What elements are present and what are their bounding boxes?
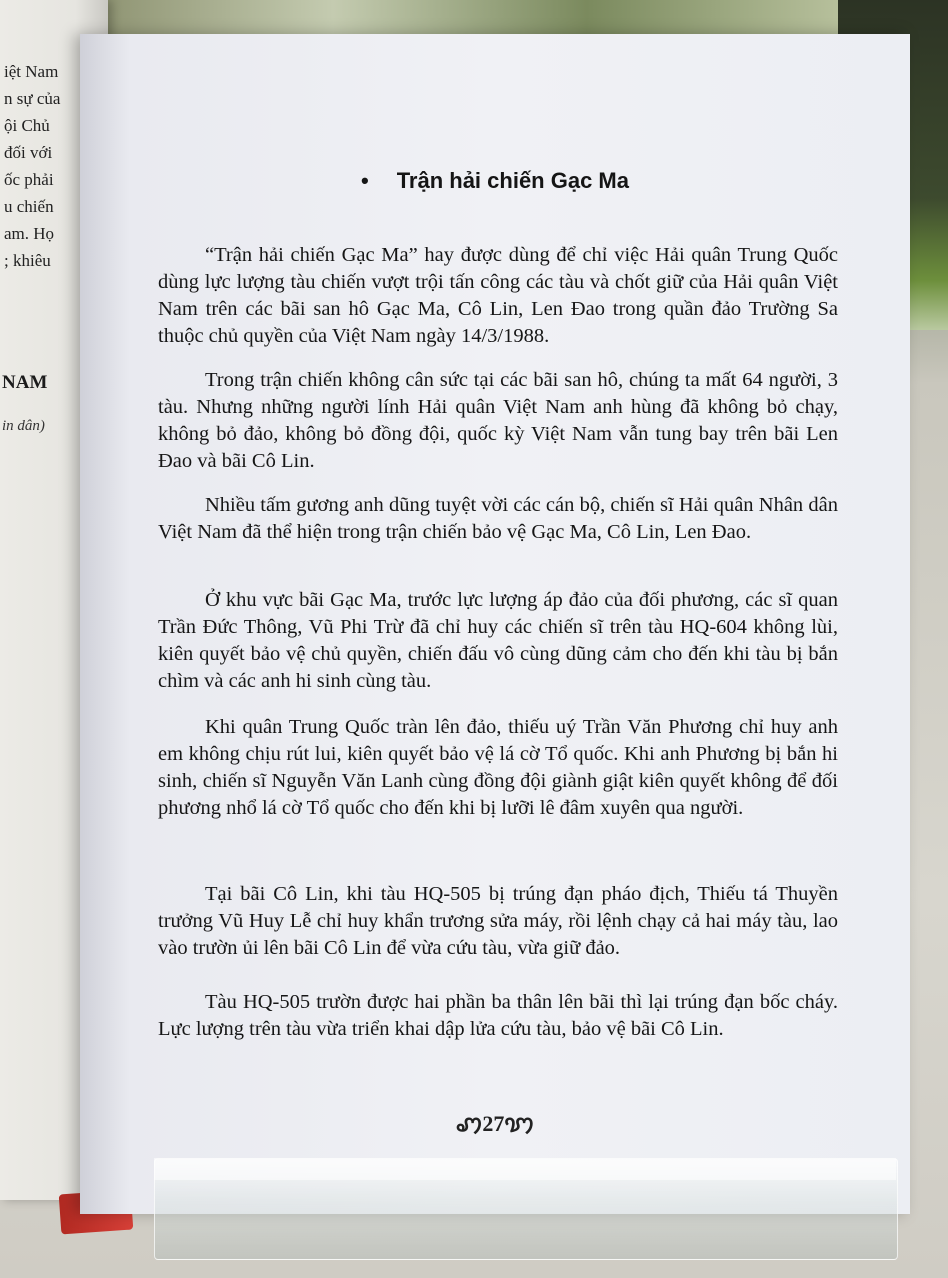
paragraph-text: “Trận hải chiến Gạc Ma” hay được dùng để chỉ việc Hải quân Trung Quốc dùng lực lượng tàu chiến vượt trội tấn công các tàu và chốt giữ của Hải quân Việt Nam trên các bãi san hô Gạc Ma, Cô Lin, Len Đao trong quần đảo Trường Sa thuộc chủ quyền của Việt Nam ngày 14/3/1988. (158, 244, 838, 347)
paragraph-text: Ở khu vực bãi Gạc Ma, trước lực lượng áp đảo của đối phương, các sĩ quan Trần Đức Thông, Vũ Phi Trừ đã chỉ huy các chiến sĩ trên tàu HQ-604 không lùi, kiên quyết bảo vệ chủ quyền, chiến đấu vô cùng dũng cảm cho đến khi tàu bị bắn chìm và các anh hi sinh cùng tàu. (158, 589, 838, 692)
left-page-line: ; khiêu (4, 251, 51, 270)
title-text: Trận hải chiến Gạc Ma (396, 168, 629, 193)
page-number: ꩇ27ꩈ (455, 1111, 535, 1136)
page-title (80, 168, 910, 194)
left-page-heading: NAM (2, 372, 48, 393)
left-page-line: iệt Nam (4, 62, 59, 81)
paragraph (158, 714, 838, 822)
paragraph-text: Khi quân Trung Quốc tràn lên đảo, thiếu uý Trần Văn Phương chỉ huy anh em không chịu rút lui, kiên quyết bảo vệ lá cờ Tổ quốc. Khi anh Phương bị bắn hi sinh, chiến sĩ Nguyễn Văn Lanh cùng đồng đội giành giật kiên quyết không để đối phương nhổ lá cờ Tổ quốc cho đến khi bị lưỡi lê đâm xuyên qua người. (158, 716, 838, 819)
paragraph (158, 367, 838, 475)
left-page-subheading: in dân) (2, 418, 45, 434)
paragraph (158, 989, 838, 1043)
left-page-line: n sự của (4, 89, 61, 108)
title-bullet: • (360, 168, 369, 193)
left-page-line: ốc phải (4, 170, 54, 189)
paragraph-text: Trong trận chiến không cân sức tại các bãi san hô, chúng ta mất 64 người, 3 tàu. Nhưng những người lính Hải quân Việt Nam anh hùng đã không bỏ chạy, không bỏ đảo, không bỏ đồng đội, quốc kỳ Việt Nam vẫn tung bay trên bãi Len Đao và bãi Cô Lin. (158, 369, 838, 472)
left-page-line: am. Họ (4, 224, 55, 243)
paragraph (158, 492, 838, 546)
acrylic-stand-edge (154, 1158, 896, 1180)
paragraph-text: Nhiều tấm gương anh dũng tuyệt vời các cán bộ, chiến sĩ Hải quân Nhân dân Việt Nam đã thể hiện trong trận chiến bảo vệ Gạc Ma, Cô Lin, Len Đao. (158, 494, 838, 543)
left-page-line: ội Chủ (4, 116, 50, 135)
paragraph-text: Tại bãi Cô Lin, khi tàu HQ-505 bị trúng đạn pháo địch, Thiếu tá Thuyền trưởng Vũ Huy Lễ chỉ huy khẩn trương sửa máy, rồi lệnh chạy cả hai máy tàu, lao vào trườn ủi lên bãi Cô Lin để vừa cứu tàu, vừa giữ đảo. (158, 883, 838, 959)
left-page-line: đối với (4, 143, 53, 162)
left-page-line: u chiến (4, 197, 54, 216)
paragraph (158, 242, 838, 350)
paragraph-text: Tàu HQ-505 trườn được hai phần ba thân lên bãi thì lại trúng đạn bốc cháy. Lực lượng trên tàu vừa triển khai dập lửa cứu tàu, bảo vệ bãi Cô Lin. (158, 991, 838, 1040)
right-book-page (80, 34, 910, 1214)
paragraph (158, 587, 838, 695)
paragraph (158, 881, 838, 962)
